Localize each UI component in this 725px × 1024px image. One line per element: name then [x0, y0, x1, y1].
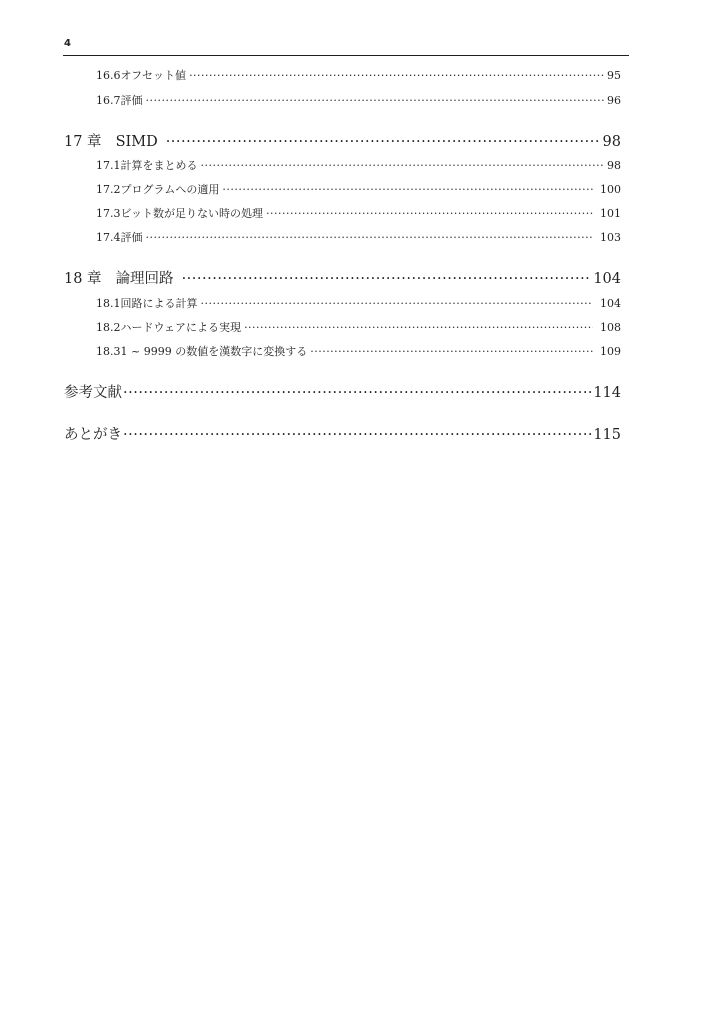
- dot-leader: [201, 159, 606, 173]
- afterword-title: あとがき: [64, 427, 122, 443]
- dot-leader: [123, 426, 592, 444]
- toc-entry-16-7[interactable]: [96, 94, 621, 108]
- section-number: 18.1: [96, 297, 121, 310]
- dot-leader: [146, 231, 594, 245]
- dot-leader: [146, 94, 606, 108]
- references-title: 参考文献: [64, 385, 122, 401]
- toc-chapter-18[interactable]: [64, 270, 621, 288]
- chapter-number: 17 章: [64, 134, 102, 150]
- toc-chapter-17[interactable]: [64, 133, 621, 151]
- dot-leader: [244, 321, 593, 335]
- dot-leader: [182, 270, 592, 288]
- section-number: 16.6: [96, 69, 121, 82]
- section-number: 18.2: [96, 321, 121, 334]
- toc-entry-17-4[interactable]: [96, 231, 621, 245]
- section-title: プログラムへの適用: [120, 183, 220, 196]
- page-ref: 104: [600, 297, 621, 310]
- section-title: 回路による計算: [120, 297, 198, 310]
- section-title: オフセット値: [120, 69, 187, 82]
- section-number: 16.7: [96, 94, 121, 107]
- dot-leader: [310, 345, 593, 359]
- section-title: 計算をまとめる: [120, 159, 198, 172]
- section-number: 17.2: [96, 183, 121, 196]
- section-number: 17.4: [96, 231, 121, 244]
- chapter-title: SIMD: [115, 134, 158, 150]
- page-ref: 114: [593, 385, 621, 401]
- chapter-number: 18 章: [64, 271, 102, 287]
- page-number: 4: [64, 38, 71, 49]
- toc-entry-18-3[interactable]: [96, 345, 621, 359]
- page-ref: 100: [600, 183, 621, 196]
- dot-leader: [222, 183, 593, 197]
- page-ref: 103: [600, 231, 621, 244]
- dot-leader: [266, 207, 593, 221]
- section-number: 17.3: [96, 207, 121, 220]
- page-ref: 101: [600, 207, 621, 220]
- page-ref: 104: [593, 271, 621, 287]
- page-ref: 96: [607, 94, 621, 107]
- section-title: 評価: [120, 231, 143, 244]
- dot-leader: [189, 69, 605, 83]
- toc-entry-18-1[interactable]: [96, 297, 621, 311]
- page-ref: 108: [600, 321, 621, 334]
- page-ref: 109: [600, 345, 621, 358]
- toc-afterword[interactable]: [64, 426, 621, 444]
- dot-leader: [166, 133, 601, 151]
- page-ref: 95: [607, 69, 621, 82]
- toc-entry-16-6[interactable]: [96, 69, 621, 83]
- toc-entry-17-3[interactable]: [96, 207, 621, 221]
- toc-entry-18-2[interactable]: [96, 321, 621, 335]
- section-title: 評価: [120, 94, 143, 107]
- page-ref: 115: [593, 427, 621, 443]
- section-title: 1 ~ 9999 の数値を漢数字に変換する: [120, 345, 308, 358]
- page-ref: 98: [607, 159, 621, 172]
- toc-references[interactable]: [64, 384, 621, 402]
- dot-leader: [123, 384, 592, 402]
- dot-leader: [201, 297, 594, 311]
- page-ref: 98: [602, 134, 621, 150]
- section-number: 17.1: [96, 159, 121, 172]
- chapter-title: 論理回路: [115, 271, 174, 287]
- section-number: 18.3: [96, 345, 121, 358]
- toc-entry-17-1[interactable]: [96, 159, 621, 173]
- header-rule: [63, 55, 629, 56]
- section-title: ハードウェアによる実現: [120, 321, 242, 334]
- section-title: ビット数が足りない時の処理: [120, 207, 264, 220]
- toc-entry-17-2[interactable]: [96, 183, 621, 197]
